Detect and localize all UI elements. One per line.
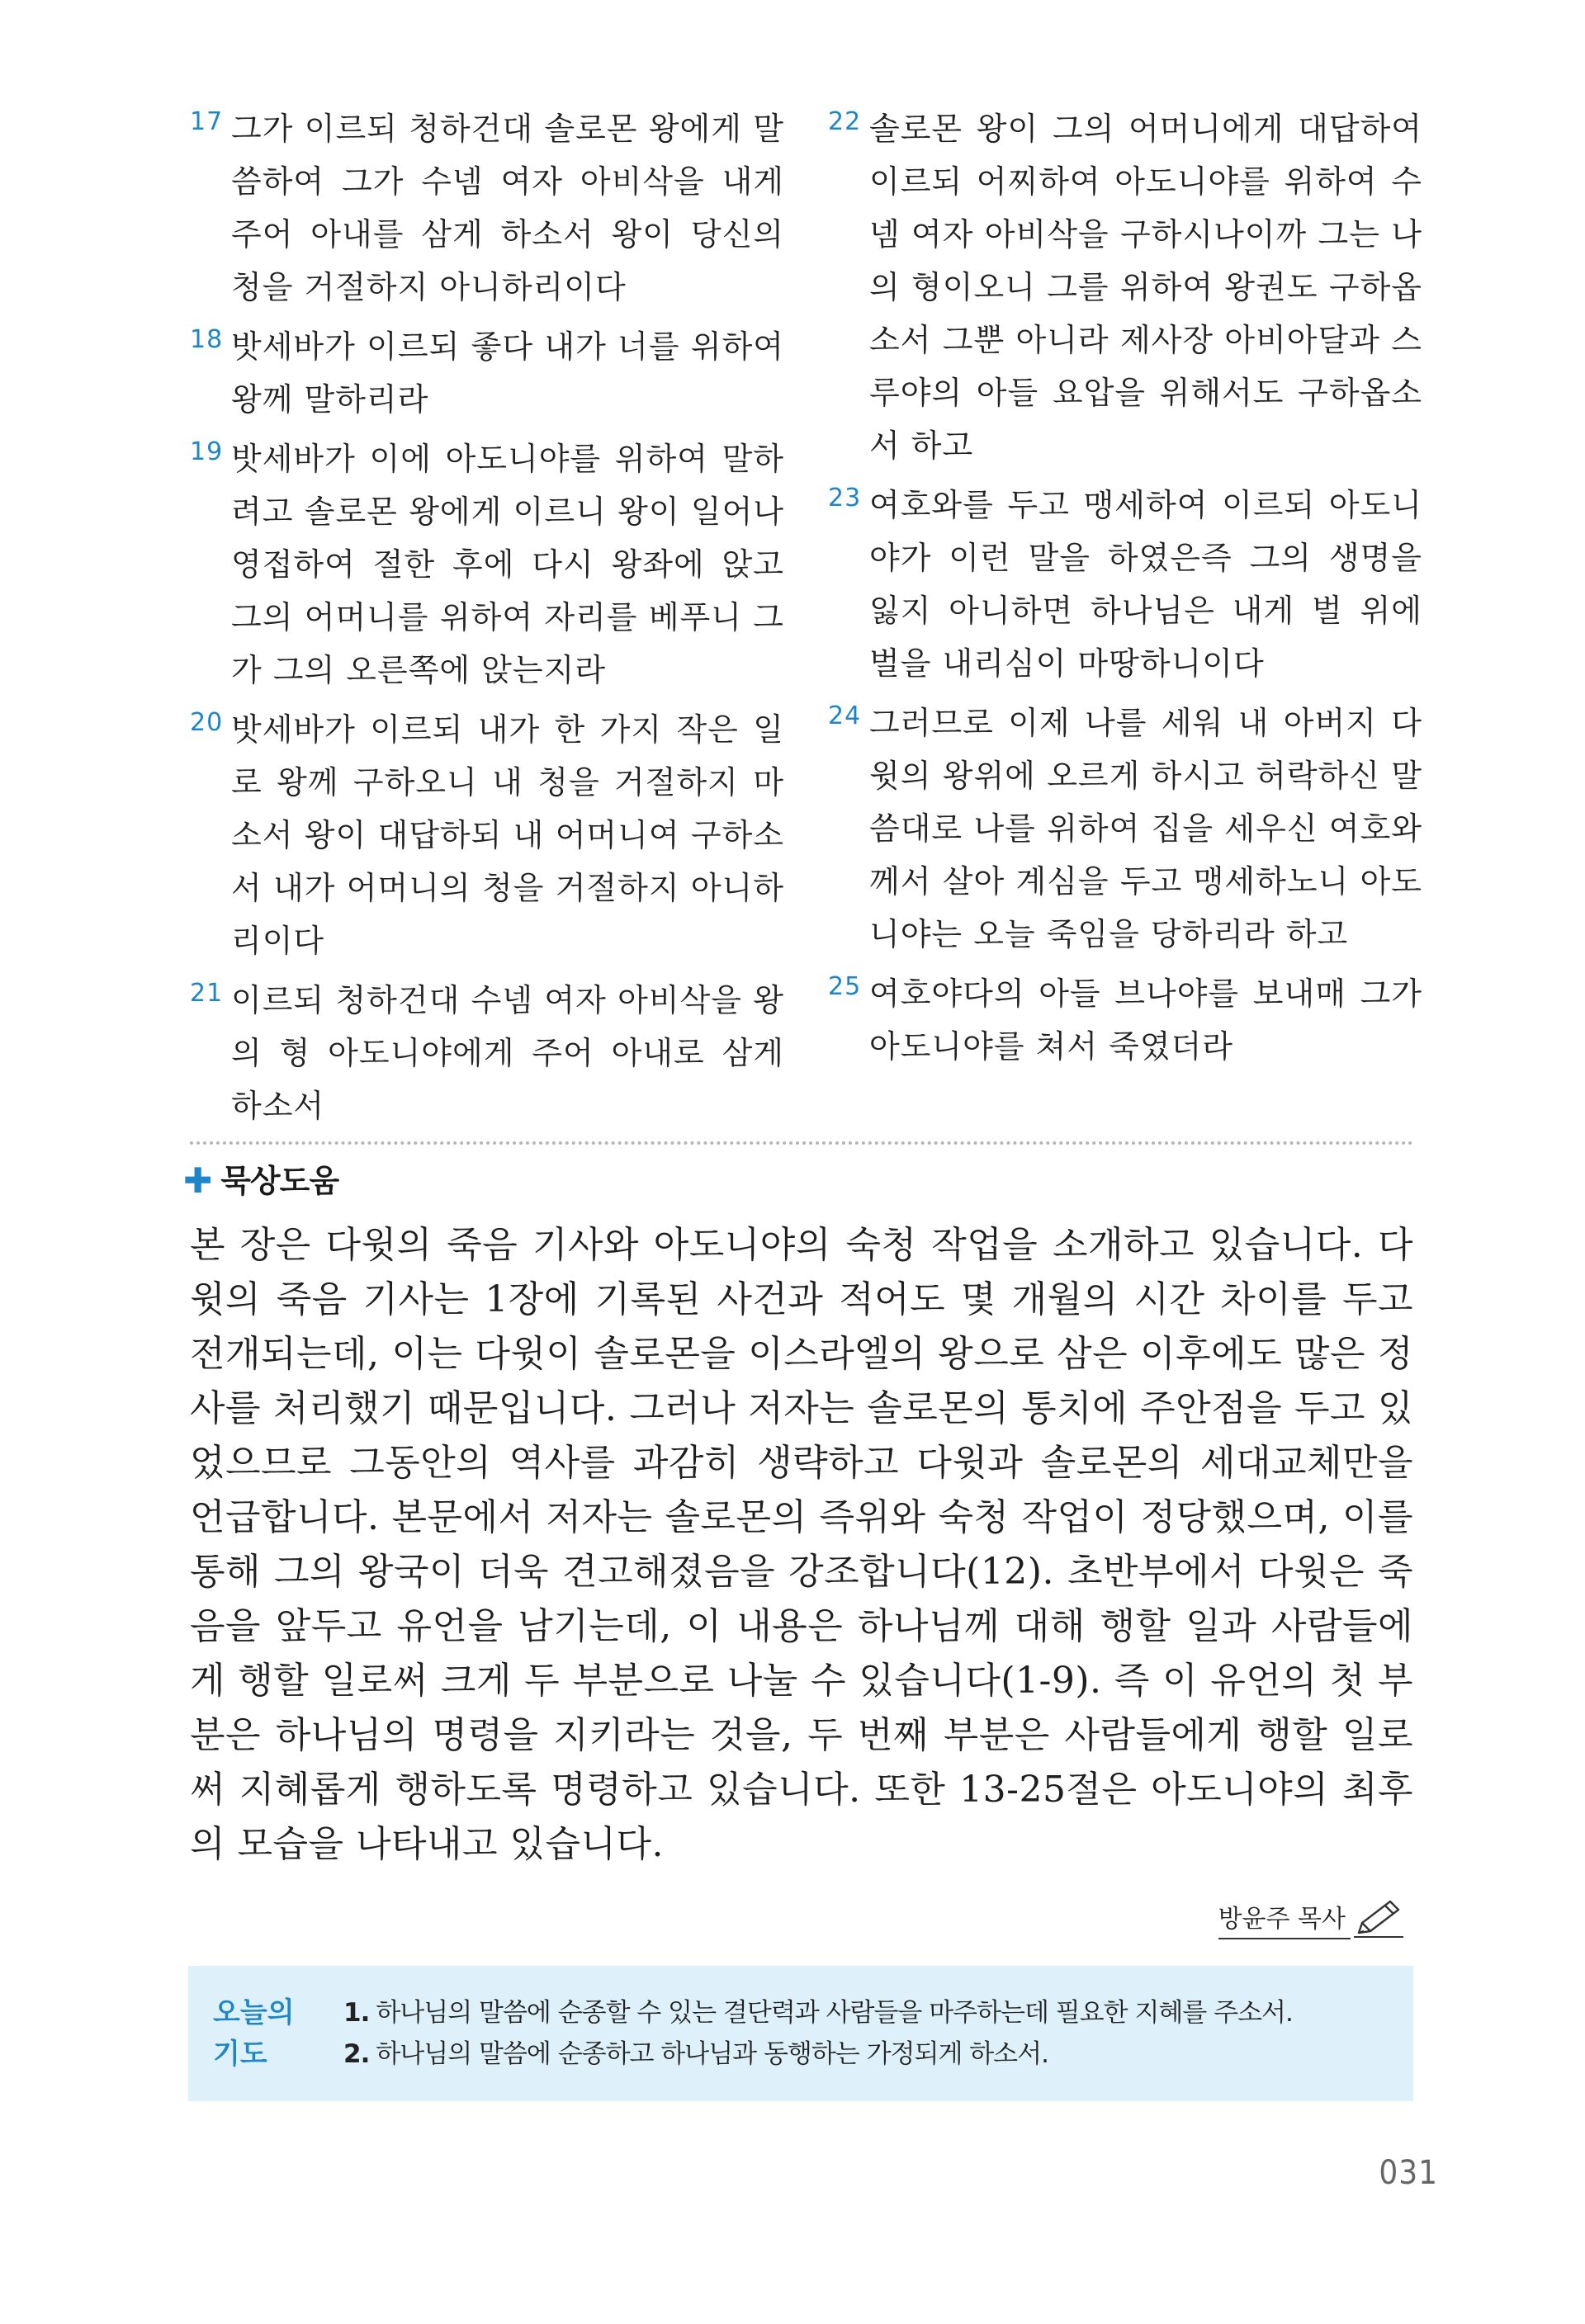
prayer-label: [213, 1992, 304, 2075]
page-number: 031: [1379, 2154, 1438, 2192]
verse-text: 밧세바가 이에 아도니야를 위하여 말하려고 솔로몬 왕에게 이르니 왕이 일어나 영접하여 절한 후에 다시 왕좌에 앉고 그의 어머니를 위하여 자리를 베푸니 그가 그의 오른쪽에 앉는지라: [231, 441, 784, 688]
verse-number: 19: [190, 437, 224, 466]
verse-number: 18: [190, 325, 224, 354]
verse-text: 이르되 청하건대 수넴 여자 아비삭을 왕의 형 아도니야에게 주어 아내로 삼게 하소서: [231, 982, 784, 1124]
meditation-heading: [183, 1160, 338, 1202]
author-signature: [1218, 1898, 1405, 1939]
verse: [190, 320, 784, 426]
prayer-text: 하나님의 말씀에 순종할 수 있는 결단력과 사람들을 마주하는데 필요한 지혜를 주소서.: [376, 1998, 1293, 2028]
verse-text: 그가 이르되 청하건대 솔로몬 왕에게 말씀하여 그가 수넴 여자 아비삭을 내게 주어 아내를 삼게 하소서 왕이 당신의 청을 거절하지 아니하리이다: [231, 111, 784, 305]
verse-text: 그러므로 이제 나를 세워 내 아버지 다윗의 왕위에 오르게 하시고 허락하신 말씀대로 나를 위하여 집을 세우신 여호와께서 살아 계심을 두고 맹세하노니 아도니야는 오늘 죽임을 당하리라 하고: [869, 705, 1422, 952]
dotted-divider: [190, 1141, 1413, 1145]
verse: [190, 102, 784, 314]
meditation-body: 본 장은 다윗의 죽음 기사와 아도니야의 숙청 작업을 소개하고 있습니다. 다윗의 죽음 기사는 1장에 기록된 사건과 적어도 몇 개월의 시간 차이를 두고 전개되는데, 이는 다윗이 솔로몬을 이스라엘의 왕으로 삼은 이후에도 많은 정사를 처리했기 때문입니다. 그러나 저자는 솔로몬의 통치에 주안점을 두고 있었으므로 그동안의 역사를 과감히 생략하고 다윗과 솔로몬의 세대교체만을 언급합니다. 본문에서 저자는 솔로몬의 즉위와 숙청 작업이 정당했으며, 이를 통해 그의 왕국이 더욱 견고해졌음을 강조합니다(12). 초반부에서 다윗은 죽음을 앞두고 유언을 남기는데, 이 내용은 하나님께 대해 행할 일과 사람들에게 행할 일로써 크게 두 부분으로 나눌 수 있습니다(1-9). 즉 이 유언의 첫 부분은 하나님의 명령을 지키라는 것을, 두 번째 부분은 사람들에게 행할 일로써 지혜롭게 행하도록 명령하고 있습니다. 또한 13-25절은 아도니야의 최후의 모습을 나타내고 있습니다.: [190, 1224, 1413, 1865]
prayer-list: [343, 1992, 1293, 2075]
verse-number: 25: [828, 972, 862, 1001]
verse-number: 21: [190, 979, 224, 1008]
verse: [828, 967, 1422, 1073]
pencil-icon: [1354, 1898, 1405, 1939]
verse-number: 23: [828, 484, 862, 513]
verse: [190, 432, 784, 697]
verse: [828, 102, 1422, 472]
verse-number: 17: [190, 107, 224, 136]
prayer-number: 1.: [343, 1998, 370, 2028]
verse-text: 밧세바가 이르되 좋다 내가 너를 위하여 왕께 말하리라: [231, 328, 784, 418]
verse: [828, 697, 1422, 961]
verse-text: 여호야다의 아들 브나야를 보내매 그가 아도니야를 쳐서 죽였더라: [869, 975, 1422, 1065]
prayer-number: 2.: [343, 2039, 370, 2069]
prayer-text: 하나님의 말씀에 순종하고 하나님과 동행하는 가정되게 하소서.: [376, 2039, 1048, 2069]
verse-text: 밧세바가 이르되 내가 한 가지 작은 일로 왕께 구하오니 내 청을 거절하지 마소서 왕이 대답하되 내 어머니여 구하소서 내가 어머니의 청을 거절하지 아니하리이다: [231, 711, 784, 959]
verse: [190, 974, 784, 1132]
verse-number: 20: [190, 708, 224, 737]
prayer-label-line1: 오늘의: [213, 1996, 295, 2029]
prayer-box: [188, 1966, 1413, 2101]
verse-text: 솔로몬 왕이 그의 어머니에게 대답하여 이르되 어찌하여 아도니야를 위하여 수넴 여자 아비삭을 구하시나이까 그는 나의 형이오니 그를 위하여 왕권도 구하옵소서 그뿐 아니라 제사장 아비아달과 스루야의 아들 요압을 위해서도 구하옵소서 하고: [869, 111, 1422, 464]
verse: [190, 703, 784, 967]
prayer-label-line2: 기도: [213, 2038, 267, 2071]
verse-number: 22: [828, 107, 862, 136]
author-name: 방윤주 목사: [1218, 1901, 1351, 1939]
verse-column-right: [828, 102, 1422, 1079]
plus-icon: ✚: [183, 1160, 213, 1201]
verse-text: 여호와를 두고 맹세하여 이르되 아도니야가 이런 말을 하였은즉 그의 생명을 잃지 아니하면 하나님은 내게 벌 위에 벌을 내리심이 마땅하니이다: [869, 487, 1422, 682]
prayer-item: [343, 2034, 1293, 2075]
verse-column-left: [190, 102, 784, 1139]
verse-number: 24: [828, 701, 862, 730]
verse: [828, 479, 1422, 690]
prayer-item: [343, 1992, 1293, 2034]
meditation-heading-text: 묵상도움: [220, 1163, 339, 1199]
